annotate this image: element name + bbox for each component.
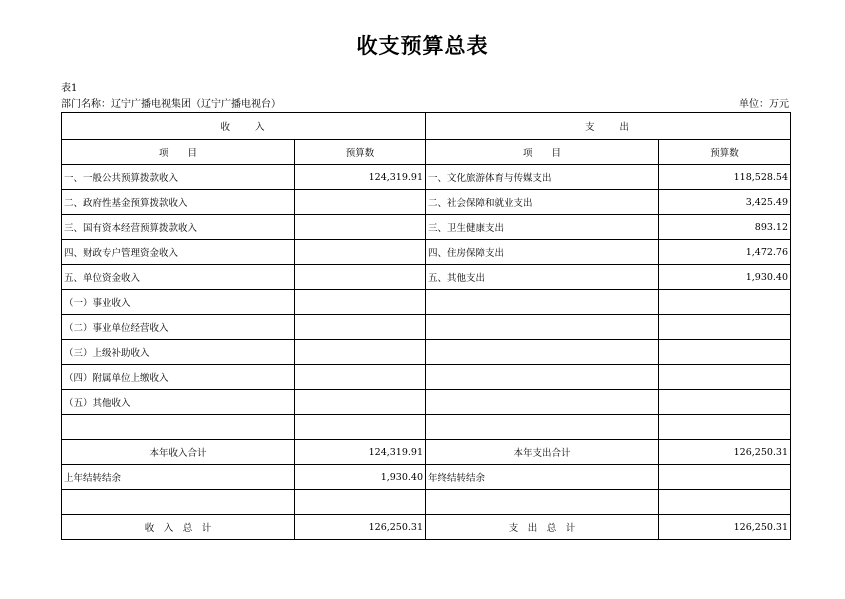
- prev-balance-label: 上年结转结余: [62, 465, 295, 490]
- table-number: 表1: [61, 83, 78, 94]
- table-row: [62, 290, 791, 315]
- table-row: [62, 165, 791, 190]
- expense-item-cell: [426, 315, 659, 340]
- income-amount-cell: [295, 315, 426, 340]
- income-amount-cell: [295, 190, 426, 215]
- income-section-header: 收 入: [62, 113, 426, 140]
- year-expense-amount: 126,250.31: [659, 440, 791, 465]
- income-item-header: 项 目: [62, 140, 295, 165]
- expense-amount-cell: 1,930.40: [659, 265, 791, 290]
- section-header-row: [62, 113, 791, 140]
- unit-label: 单位：万元: [739, 99, 789, 110]
- budget-summary-table: [61, 112, 791, 540]
- income-amount-cell: [295, 340, 426, 365]
- expense-amount-cell: 3,425.49: [659, 190, 791, 215]
- expense-item-cell: 三、卫生健康支出: [426, 215, 659, 240]
- income-item-cell: （五）其他收入: [62, 390, 295, 415]
- income-item-cell: （二）事业单位经营收入: [62, 315, 295, 340]
- expense-total-amount: 126,250.31: [659, 515, 791, 540]
- table-row: [62, 215, 791, 240]
- blank-row: [62, 415, 791, 440]
- income-item-cell: 一、一般公共预算拨款收入: [62, 165, 295, 190]
- expense-item-cell: [426, 290, 659, 315]
- income-item-cell: （一）事业收入: [62, 290, 295, 315]
- year-income-label: 本年收入合计: [62, 440, 295, 465]
- expense-item-cell: [426, 365, 659, 390]
- income-amount-cell: [295, 390, 426, 415]
- end-balance-amount: [659, 465, 791, 490]
- prev-balance-amount: 1,930.40: [295, 465, 426, 490]
- income-amount-cell: 124,319.91: [295, 165, 426, 190]
- end-balance-label: 年终结转结余: [426, 465, 659, 490]
- page-title: 收支预算总表: [356, 34, 489, 58]
- expense-item-cell: 二、社会保障和就业支出: [426, 190, 659, 215]
- expense-amount-cell: [659, 365, 791, 390]
- expense-total-label: 支 出 总 计: [426, 515, 659, 540]
- year-total-row: [62, 440, 791, 465]
- income-item-cell: （四）附属单位上缴收入: [62, 365, 295, 390]
- expense-amount-cell: [659, 340, 791, 365]
- table-row: [62, 190, 791, 215]
- income-item-cell: 四、财政专户管理资金收入: [62, 240, 295, 265]
- table-row: [62, 365, 791, 390]
- income-item-cell: 三、国有资本经营预算拨款收入: [62, 215, 295, 240]
- expense-amount-cell: [659, 390, 791, 415]
- income-amount-cell: [295, 215, 426, 240]
- expense-amount-cell: 893.12: [659, 215, 791, 240]
- income-amount-cell: [295, 365, 426, 390]
- department-name: 部门名称：辽宁广播电视集团（辽宁广播电视台）: [61, 99, 281, 110]
- year-expense-label: 本年支出合计: [426, 440, 659, 465]
- table-row: [62, 315, 791, 340]
- expense-amount-header: 预算数: [659, 140, 791, 165]
- totals-body: [62, 415, 791, 540]
- income-amount-cell: [295, 240, 426, 265]
- table-row: [62, 265, 791, 290]
- expense-item-cell: [426, 390, 659, 415]
- income-item-cell: 五、单位资金收入: [62, 265, 295, 290]
- blank-row: [62, 490, 791, 515]
- year-income-amount: 124,319.91: [295, 440, 426, 465]
- income-amount-header: 预算数: [295, 140, 426, 165]
- table-row: [62, 340, 791, 365]
- expense-item-header: 项 目: [426, 140, 659, 165]
- expense-item-cell: 五、其他支出: [426, 265, 659, 290]
- expense-amount-cell: 1,472.76: [659, 240, 791, 265]
- income-amount-cell: [295, 290, 426, 315]
- column-header-row: [62, 140, 791, 165]
- income-item-cell: （三）上级补助收入: [62, 340, 295, 365]
- table-row: [62, 390, 791, 415]
- expense-amount-cell: [659, 315, 791, 340]
- income-amount-cell: [295, 265, 426, 290]
- expense-item-cell: 一、文化旅游体育与传媒支出: [426, 165, 659, 190]
- income-item-cell: 二、政府性基金预算拨款收入: [62, 190, 295, 215]
- balance-row: [62, 465, 791, 490]
- income-total-label: 收 入 总 计: [62, 515, 295, 540]
- expense-section-header: 支 出: [426, 113, 791, 140]
- expense-item-cell: [426, 340, 659, 365]
- table-row: [62, 240, 791, 265]
- expense-item-cell: 四、住房保障支出: [426, 240, 659, 265]
- income-total-amount: 126,250.31: [295, 515, 426, 540]
- expense-amount-cell: [659, 290, 791, 315]
- expense-amount-cell: 118,528.54: [659, 165, 791, 190]
- table-body: [62, 113, 791, 415]
- grand-total-row: [62, 515, 791, 540]
